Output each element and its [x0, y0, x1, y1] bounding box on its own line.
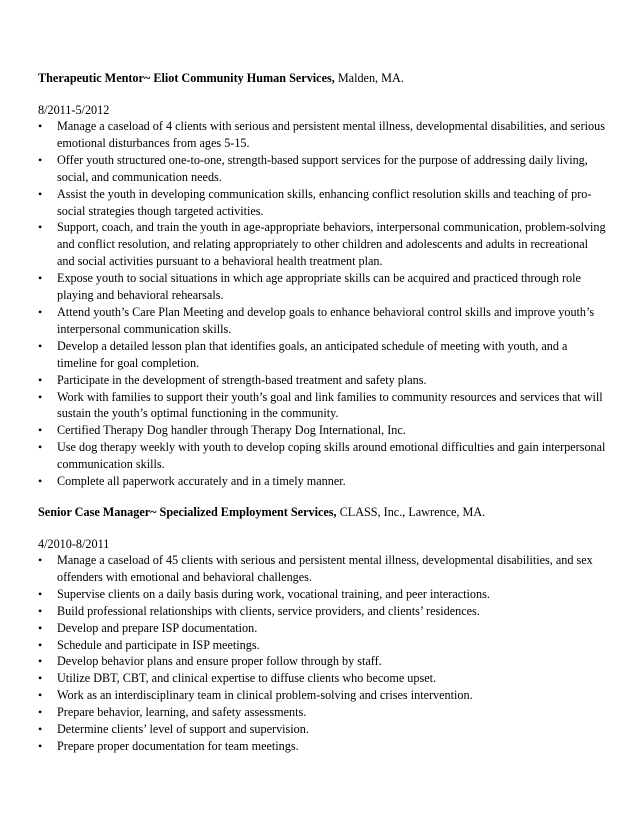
- job-title: Senior Case Manager~ Specialized Employment Services,: [38, 505, 337, 519]
- job-heading: [38, 504, 608, 520]
- duty-text: Supervise clients on a daily basis during work, vocational training, and peer interactions.: [57, 586, 490, 601]
- bullet-icon: •: [38, 423, 43, 438]
- bullet-icon: •: [38, 705, 43, 720]
- duty-text: Prepare behavior, learning, and safety assessments.: [57, 705, 307, 720]
- duty-item: [38, 620, 608, 637]
- duty-item: [38, 270, 608, 304]
- job-location: Malden, MA.: [334, 71, 404, 85]
- duty-text: Prepare proper documentation for team meetings.: [57, 738, 299, 753]
- bullet-icon: •: [38, 389, 43, 404]
- duty-item: [38, 152, 608, 186]
- duty-item: [38, 219, 608, 270]
- bullet-icon: •: [38, 671, 43, 686]
- bullet-icon: •: [38, 220, 43, 235]
- bullet-icon: •: [38, 119, 43, 133]
- bullet-icon: •: [38, 372, 43, 387]
- duty-item: [38, 653, 608, 670]
- duty-item: [38, 721, 608, 738]
- duty-item: [38, 439, 608, 473]
- duty-text: Work as an interdisciplinary team in clinical problem-solving and crises intervention.: [57, 688, 473, 703]
- duty-text: Assist the youth in developing communication skills, enhancing conflict resolution skills and teaching of pro-social strategies though targeted activities.: [57, 186, 592, 218]
- duty-item: [38, 186, 608, 220]
- bullet-icon: •: [38, 304, 43, 319]
- bullet-icon: •: [38, 440, 43, 455]
- duty-text: Certified Therapy Dog handler through Therapy Dog International, Inc.: [57, 423, 406, 438]
- duty-text: Offer youth structured one-to-one, strength-based support services for the purpose of addressing daily living, social, and communication needs.: [57, 152, 588, 184]
- duty-text: Support, coach, and train the youth in age-appropriate behaviors, interpersonal communication, problem-solving and conflict resolution, and relating appropriately to other children and adolescents and adults in recreational and social activities pursuant to a behavioral health treatment plan.: [57, 220, 606, 269]
- bullet-icon: •: [38, 603, 43, 618]
- bullet-icon: •: [38, 637, 43, 652]
- bullet-icon: •: [38, 271, 43, 286]
- job-heading: [38, 70, 608, 86]
- duty-text: Participate in the development of strength-based treatment and safety plans.: [57, 372, 427, 387]
- duty-item: [38, 422, 608, 439]
- duty-item: [38, 704, 608, 721]
- duty-text: Utilize DBT, CBT, and clinical expertise to diffuse clients who become upset.: [57, 671, 437, 686]
- duty-text: Attend youth’s Care Plan Meeting and develop goals to enhance behavioral control skills and improve youth’s interpersonal communication skills.: [57, 304, 595, 336]
- duties-list: [38, 118, 608, 490]
- duty-text: Expose youth to social situations in which age appropriate skills can be acquired and practiced through role playing and behavioral rehearsals.: [57, 271, 581, 303]
- duty-item: [38, 473, 608, 490]
- job-dates: 8/2011-5/2012: [38, 103, 110, 117]
- bullet-icon: •: [38, 738, 43, 753]
- bullet-icon: •: [38, 654, 43, 669]
- bullet-icon: •: [38, 186, 43, 201]
- duties-list: [38, 552, 608, 755]
- job-section-eliot: [38, 70, 608, 490]
- duty-text: Complete all paperwork accurately and in a timely manner.: [57, 474, 346, 489]
- bullet-icon: •: [38, 586, 43, 601]
- bullet-icon: •: [38, 553, 43, 567]
- duty-item: [38, 552, 608, 586]
- job-title: Therapeutic Mentor~ Eliot Community Human Services,: [38, 71, 335, 85]
- duty-text: Use dog therapy weekly with youth to develop coping skills around emotional difficulties and gain interpersonal communication skills.: [57, 440, 606, 472]
- duty-item: [38, 637, 608, 654]
- duty-item: [38, 118, 608, 152]
- duty-item: [38, 738, 608, 755]
- duty-item: [38, 372, 608, 389]
- duty-item: [38, 304, 608, 338]
- duty-item: [38, 670, 608, 687]
- bullet-icon: •: [38, 620, 43, 635]
- duty-text: Manage a caseload of 45 clients with serious and persistent mental illness, developmental disabilities, and sex offenders with emotional and behavioral challenges.: [57, 553, 593, 584]
- duty-item: [38, 338, 608, 372]
- duty-item: [38, 687, 608, 704]
- duty-text: Develop and prepare ISP documentation.: [57, 620, 258, 635]
- bullet-icon: •: [38, 152, 43, 167]
- job-location: CLASS, Inc., Lawrence, MA.: [336, 505, 486, 519]
- duty-text: Build professional relationships with clients, service providers, and clients’ residences.: [57, 603, 480, 618]
- bullet-icon: •: [38, 688, 43, 703]
- bullet-icon: •: [38, 338, 43, 353]
- job-dates: 4/2010-8/2011: [38, 537, 110, 551]
- bullet-icon: •: [38, 474, 43, 489]
- duty-item: [38, 603, 608, 620]
- duty-text: Develop behavior plans and ensure proper follow through by staff.: [57, 654, 382, 669]
- job-section-class: [38, 504, 608, 755]
- duty-text: Determine clients’ level of support and supervision.: [57, 722, 309, 737]
- duty-text: Work with families to support their youth’s goal and link families to community resources and services that will sustain the youth’s optimal functioning in the community.: [57, 389, 603, 421]
- duty-item: [38, 389, 608, 423]
- duty-text: Manage a caseload of 4 clients with serious and persistent mental illness, developmental disabilities, and serious emotional disturbances from ages 5-15.: [57, 119, 605, 150]
- duty-item: [38, 586, 608, 603]
- duty-text: Schedule and participate in ISP meetings.: [57, 637, 260, 652]
- bullet-icon: •: [38, 722, 43, 737]
- duty-text: Develop a detailed lesson plan that identifies goals, an anticipated schedule of meeting with youth, and a timeline for goal completion.: [57, 338, 568, 370]
